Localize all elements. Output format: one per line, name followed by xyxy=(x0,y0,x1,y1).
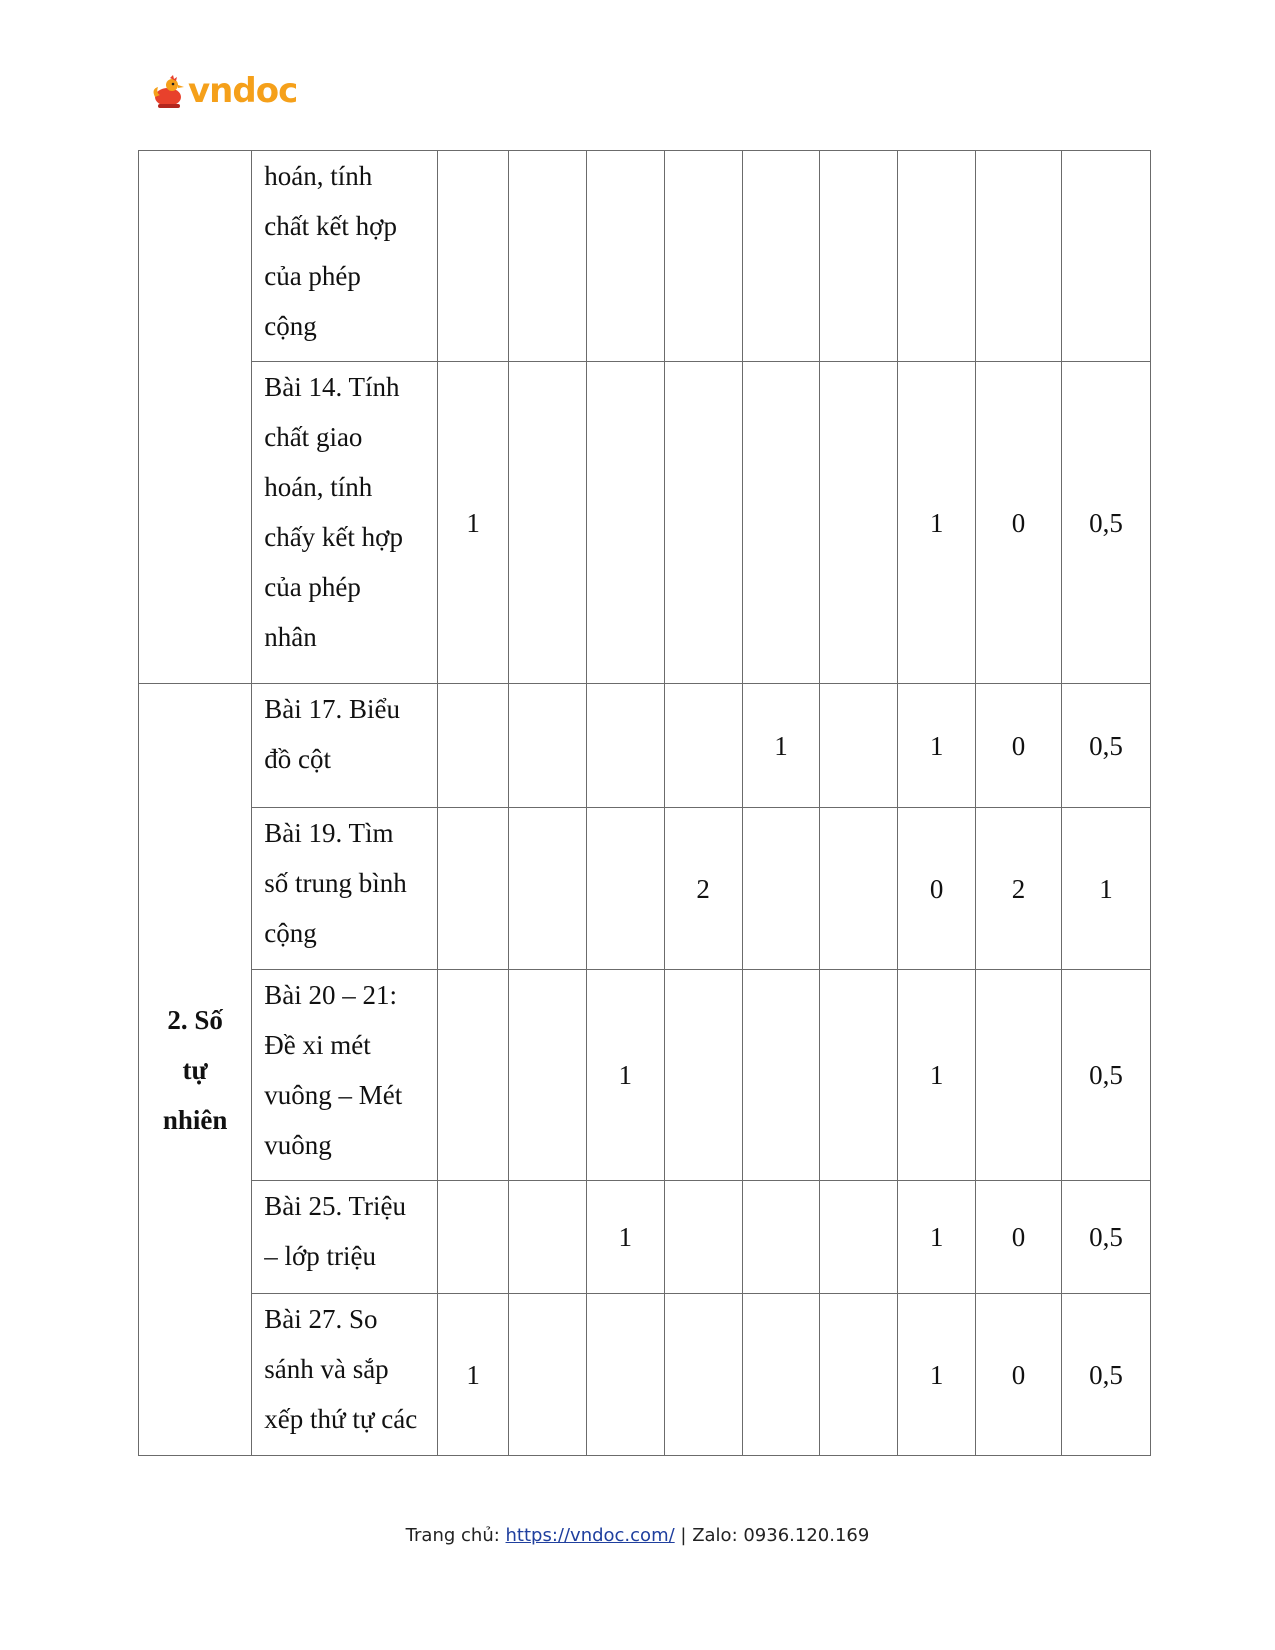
value-cell xyxy=(742,1294,820,1456)
lesson-text-line: hoán, tính xyxy=(264,472,373,502)
table-row xyxy=(139,1294,1151,1456)
lesson-cell xyxy=(252,1181,438,1294)
lesson-text-line: nhân xyxy=(264,622,317,652)
value-cell xyxy=(586,362,664,684)
value-cell xyxy=(898,151,976,362)
value-cell: 0,5 xyxy=(1061,362,1150,684)
table-row xyxy=(139,151,1151,362)
value-cell: 1 xyxy=(898,1294,976,1456)
table-row xyxy=(139,1181,1151,1294)
value-cell xyxy=(742,362,820,684)
lesson-text-line: cộng xyxy=(264,918,317,948)
value-cell: 1 xyxy=(898,970,976,1181)
value-cell: 0 xyxy=(976,684,1062,808)
value-cell xyxy=(586,1294,664,1456)
value-cell xyxy=(509,808,587,970)
rooster-mascot-icon xyxy=(150,75,186,109)
lesson-text-line: đồ cột xyxy=(264,744,331,774)
lesson-text-line: của phép xyxy=(264,261,361,291)
topic-cell xyxy=(139,684,252,1456)
value-cell: 0 xyxy=(976,1294,1062,1456)
lesson-text-line: Bài 19. Tìm xyxy=(264,818,394,848)
page-footer xyxy=(0,1525,1275,1546)
value-cell: 0 xyxy=(898,808,976,970)
lesson-text-line: vuông xyxy=(264,1130,332,1160)
value-cell: 0 xyxy=(976,1181,1062,1294)
value-cell xyxy=(820,808,898,970)
table-row xyxy=(139,362,1151,684)
value-cell xyxy=(509,684,587,808)
value-cell xyxy=(820,684,898,808)
table-row xyxy=(139,808,1151,970)
value-cell xyxy=(820,970,898,1181)
lesson-text-line: Bài 17. Biểu xyxy=(264,694,400,724)
value-cell xyxy=(586,684,664,808)
lesson-text-line: chất kết hợp xyxy=(264,211,397,241)
value-cell: 0,5 xyxy=(1061,1181,1150,1294)
lesson-text-line: chấy kết hợp xyxy=(264,522,403,552)
value-cell xyxy=(664,684,742,808)
value-cell xyxy=(509,970,587,1181)
value-cell: 1 xyxy=(898,684,976,808)
value-cell: 1 xyxy=(586,1181,664,1294)
value-cell xyxy=(438,808,509,970)
value-cell xyxy=(586,808,664,970)
lesson-text-line: Bài 20 – 21: xyxy=(264,980,397,1010)
lesson-text-line: cộng xyxy=(264,311,317,341)
value-cell xyxy=(509,1294,587,1456)
lesson-text-line: sánh và sắp xyxy=(264,1354,389,1384)
lesson-cell xyxy=(252,1294,438,1456)
value-cell xyxy=(509,1181,587,1294)
lesson-text-line: hoán, tính xyxy=(264,161,373,191)
value-cell xyxy=(586,151,664,362)
value-cell: 0,5 xyxy=(1061,684,1150,808)
value-cell: 1 xyxy=(898,1181,976,1294)
value-cell: 1 xyxy=(898,362,976,684)
value-cell xyxy=(664,970,742,1181)
value-cell: 1 xyxy=(438,1294,509,1456)
value-cell xyxy=(438,151,509,362)
value-cell xyxy=(438,970,509,1181)
value-cell xyxy=(742,970,820,1181)
value-cell xyxy=(976,970,1062,1181)
value-cell: 2 xyxy=(664,808,742,970)
table-row xyxy=(139,684,1151,808)
value-cell xyxy=(976,151,1062,362)
lesson-text-line: Bài 14. Tính xyxy=(264,372,400,402)
value-cell xyxy=(820,1294,898,1456)
value-cell: 2 xyxy=(976,808,1062,970)
value-cell xyxy=(820,362,898,684)
value-cell xyxy=(742,808,820,970)
value-cell xyxy=(664,1294,742,1456)
value-cell xyxy=(742,1181,820,1294)
vndoc-logo[interactable] xyxy=(150,72,297,112)
value-cell: 0,5 xyxy=(1061,1294,1150,1456)
value-cell xyxy=(509,362,587,684)
lesson-text-line: vuông – Mét xyxy=(264,1080,403,1110)
value-cell xyxy=(664,362,742,684)
value-cell: 0,5 xyxy=(1061,970,1150,1181)
lesson-cell xyxy=(252,151,438,362)
value-cell xyxy=(664,151,742,362)
value-cell xyxy=(509,151,587,362)
topic-cell-continued xyxy=(139,151,252,684)
lesson-text-line: chất giao xyxy=(264,422,363,452)
logo-wordmark: vndoc xyxy=(188,71,298,111)
topic-text-line: tự xyxy=(182,1054,208,1085)
value-cell xyxy=(664,1181,742,1294)
lesson-text-line: xếp thứ tự các xyxy=(264,1404,418,1434)
value-cell xyxy=(820,151,898,362)
topic-text-line: nhiên xyxy=(162,1104,228,1135)
table-row xyxy=(139,970,1151,1181)
lesson-text-line: của phép xyxy=(264,572,361,602)
value-cell xyxy=(1061,151,1150,362)
value-cell: 1 xyxy=(438,362,509,684)
lesson-text-line: Bài 27. So xyxy=(264,1304,378,1334)
topic-text-line: 2. Số xyxy=(167,1004,223,1035)
value-cell xyxy=(438,684,509,808)
value-cell: 1 xyxy=(1061,808,1150,970)
value-cell: 1 xyxy=(742,684,820,808)
footer-prefix: Trang chủ: xyxy=(405,1525,506,1546)
value-cell xyxy=(438,1181,509,1294)
lesson-cell xyxy=(252,684,438,808)
value-cell: 0 xyxy=(976,362,1062,684)
value-cell xyxy=(820,1181,898,1294)
value-cell xyxy=(742,151,820,362)
zalo-contact: Zalo: 0936.120.169 xyxy=(692,1525,870,1546)
value-cell: 1 xyxy=(586,970,664,1181)
footer-separator: | xyxy=(674,1525,693,1546)
lesson-cell xyxy=(252,362,438,684)
homepage-link[interactable]: https://vndoc.com/ xyxy=(505,1525,675,1546)
lesson-cell xyxy=(252,970,438,1181)
matrix-table xyxy=(138,150,1151,1456)
lesson-text-line: số trung bình xyxy=(264,868,407,898)
lesson-cell xyxy=(252,808,438,970)
lesson-text-line: Bài 25. Triệu xyxy=(264,1191,406,1221)
lesson-text-line: – lớp triệu xyxy=(264,1241,376,1271)
lesson-text-line: Đề xi mét xyxy=(264,1030,371,1060)
